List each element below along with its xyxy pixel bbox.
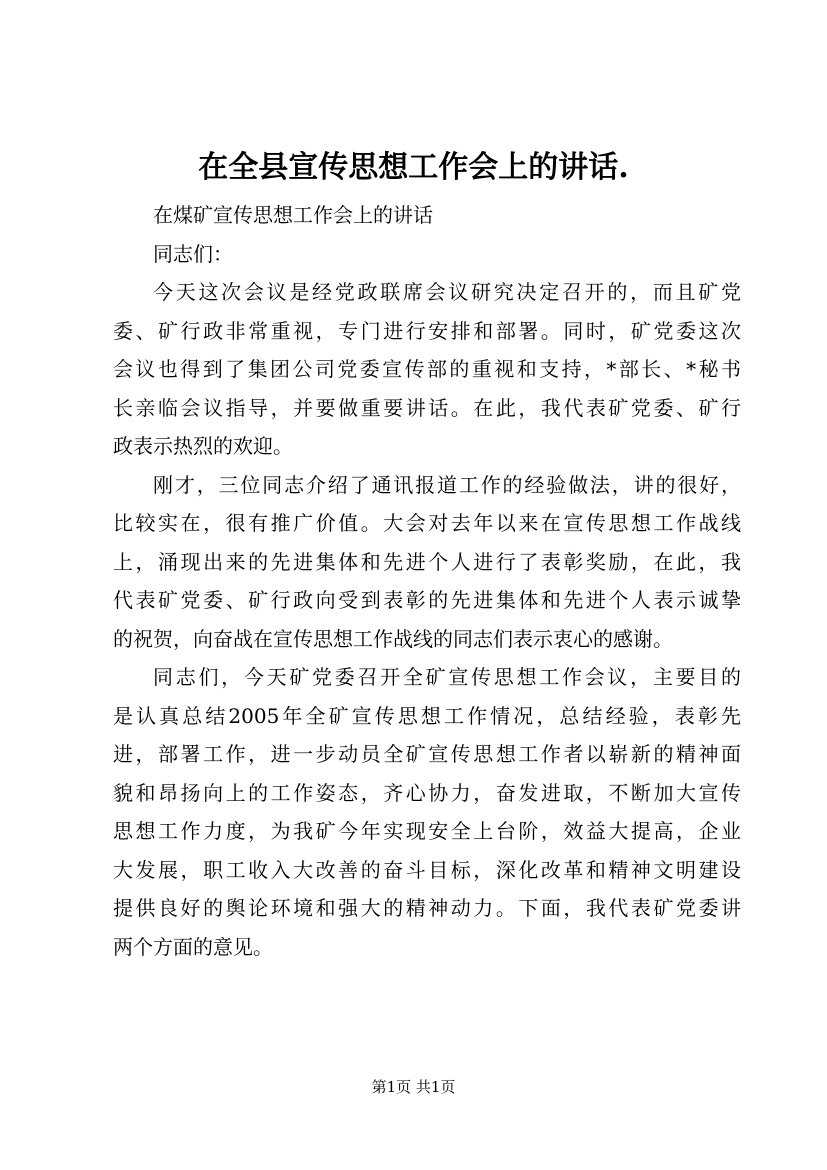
paragraph-3-line-3: 进，部署工作，进一步动员全矿宣传思想工作者以崭新的精神面: [113, 742, 741, 766]
paragraph-3-line-4: 貌和昂扬向上的工作姿态，齐心协力，奋发进取，不断加大宣传: [113, 780, 741, 805]
subtitle-line: 在煤矿宣传思想工作会上的讲话: [153, 203, 433, 227]
paragraph-3-line-8: 两个方面的意见。: [113, 934, 273, 959]
paragraph-1-line-2: 委、矿行政非常重视，专门进行安排和部署。同时，矿党委这次: [113, 318, 741, 343]
paragraph-2-line-5: 的祝贺，向奋战在宣传思想工作战线的同志们表示衷心的感谢。: [113, 626, 673, 651]
paragraph-3-line-5: 思想工作力度，为我矿今年实现安全上台阶，效益大提高，企业: [113, 819, 741, 843]
paragraph-3-line-2: 是认真总结2005年全矿宣传思想工作情况，总结经验，表彰先: [113, 703, 741, 728]
paragraph-1-line-5: 政表示热烈的欢迎。: [113, 434, 293, 458]
page-number-footer: 第1页 共1页: [371, 1078, 456, 1096]
paragraph-1-line-1: 今天这次会议是经党政联席会议研究决定召开的，而且矿党: [153, 280, 741, 304]
paragraph-3-line-1: 同志们，今天矿党委召开全矿宣传思想工作会议，主要目的: [153, 665, 741, 689]
paragraph-2-line-4: 代表矿党委、矿行政向受到表彰的先进集体和先进个人表示诚挚: [113, 588, 741, 612]
paragraph-3-line-7: 提供良好的舆论环境和强大的精神动力。下面，我代表矿党委讲: [113, 896, 741, 920]
document-body: [113, 196, 741, 966]
paragraph-2-line-2: 比较实在，很有推广价值。大会对去年以来在宣传思想工作战线: [113, 511, 741, 535]
paragraph-2-line-3: 上，涌现出来的先进集体和先进个人进行了表彰奖励，在此，我: [113, 549, 741, 574]
paragraph-2-line-1: 刚才，三位同志介绍了通讯报道工作的经验做法，讲的很好，: [153, 472, 741, 497]
salutation-line: 同志们：: [153, 241, 233, 266]
paragraph-1-line-4: 长亲临会议指导，并要做重要讲话。在此，我代表矿党委、矿行: [113, 395, 741, 420]
paragraph-1-line-3: 会议也得到了集团公司党委宣传部的重视和支持，*部长、*秘书: [113, 357, 741, 381]
paragraph-3-line-6: 大发展，职工收入大改善的奋斗目标，深化改革和精神文明建设: [113, 857, 741, 882]
document-title: 在全县宣传思想工作会上的讲话.: [198, 150, 629, 185]
